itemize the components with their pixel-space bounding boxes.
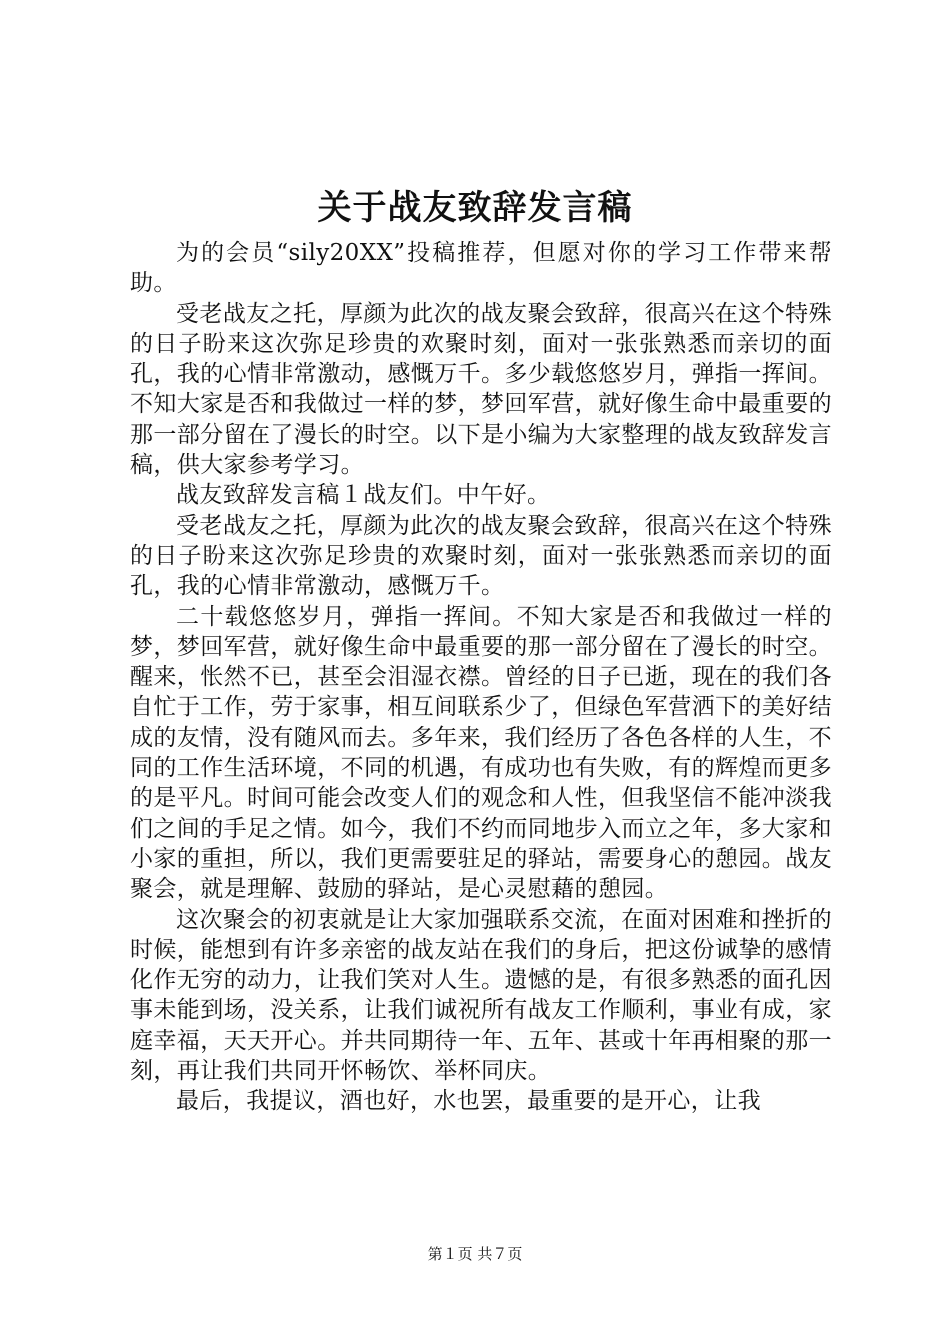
paragraph: 这次聚会的初衷就是让大家加强联系交流，在面对困难和挫折的时候，能想到有许多亲密的战友站在我们的身后，把这份诚挚的感情化作无穷的动力，让我们笑对人生。遗憾的是，有很多熟悉的面孔因事未能到场，没关系，让我们诚祝所有战友工作顺利，事业有成，家庭幸福，天天开心。并共同期待一年、五年、甚或十年再相聚的那一刻，再让我们共同开怀畅饮、举杯同庆。 xyxy=(130,906,832,1085)
paragraph: 最后，我提议，酒也好，水也罢，最重要的是开心，让我 xyxy=(176,1088,761,1115)
document-body xyxy=(130,238,832,1117)
document-title: 关于战友致辞发言稿 xyxy=(317,188,633,228)
paragraph: 为的会员“sily20XX”投稿推荐，但愿对你的学习工作带来帮助。 xyxy=(130,240,832,297)
page-indicator: 第１页 共７页 xyxy=(427,1245,523,1263)
paragraph: 二十载悠悠岁月，弹指一挥间。不知大家是否和我做过一样的梦，梦回军营，就好像生命中最重要的那一部分留在了漫长的时空。醒来，怅然不已，甚至会泪湿衣襟。曾经的日子已逝，现在的我们各自忙于工作，劳于家事，相互间联系少了，但绿色军营洒下的美好结成的友情，没有随风而去。多年来，我们经历了各色各样的人生，不同的工作生活环境，不同的机遇，有成功也有失败，有的辉煌而更多的是平凡。时间可能会改变人们的观念和人性，但我坚信不能冲淡我们之间的手足之情。如今，我们不约而同地步入而立之年，多大家和小家的重担，所以，我们更需要驻足的驿站，需要身心的憩园。战友聚会，就是理解、鼓励的驿站，是心灵慰藉的憩园。 xyxy=(130,603,832,903)
paragraph: 受老战友之托，厚颜为此次的战友聚会致辞，很高兴在这个特殊的日子盼来这次弥足珍贵的欢聚时刻，面对一张张熟悉而亲切的面孔，我的心情非常激动，感慨万千。 xyxy=(130,512,832,600)
page-footer xyxy=(0,1244,950,1264)
paragraph: 战友致辞发言稿１战友们。中午好。 xyxy=(176,482,551,509)
paragraph: 受老战友之托，厚颜为此次的战友聚会致辞，很高兴在这个特殊的日子盼来这次弥足珍贵的欢聚时刻，面对一张张熟悉而亲切的面孔，我的心情非常激动，感慨万千。多少载悠悠岁月，弹指一挥间。不知大家是否和我做过一样的梦，梦回军营，就好像生命中最重要的那一部分留在了漫长的时空。以下是小编为大家整理的战友致辞发言稿，供大家参考学习。 xyxy=(130,300,832,479)
